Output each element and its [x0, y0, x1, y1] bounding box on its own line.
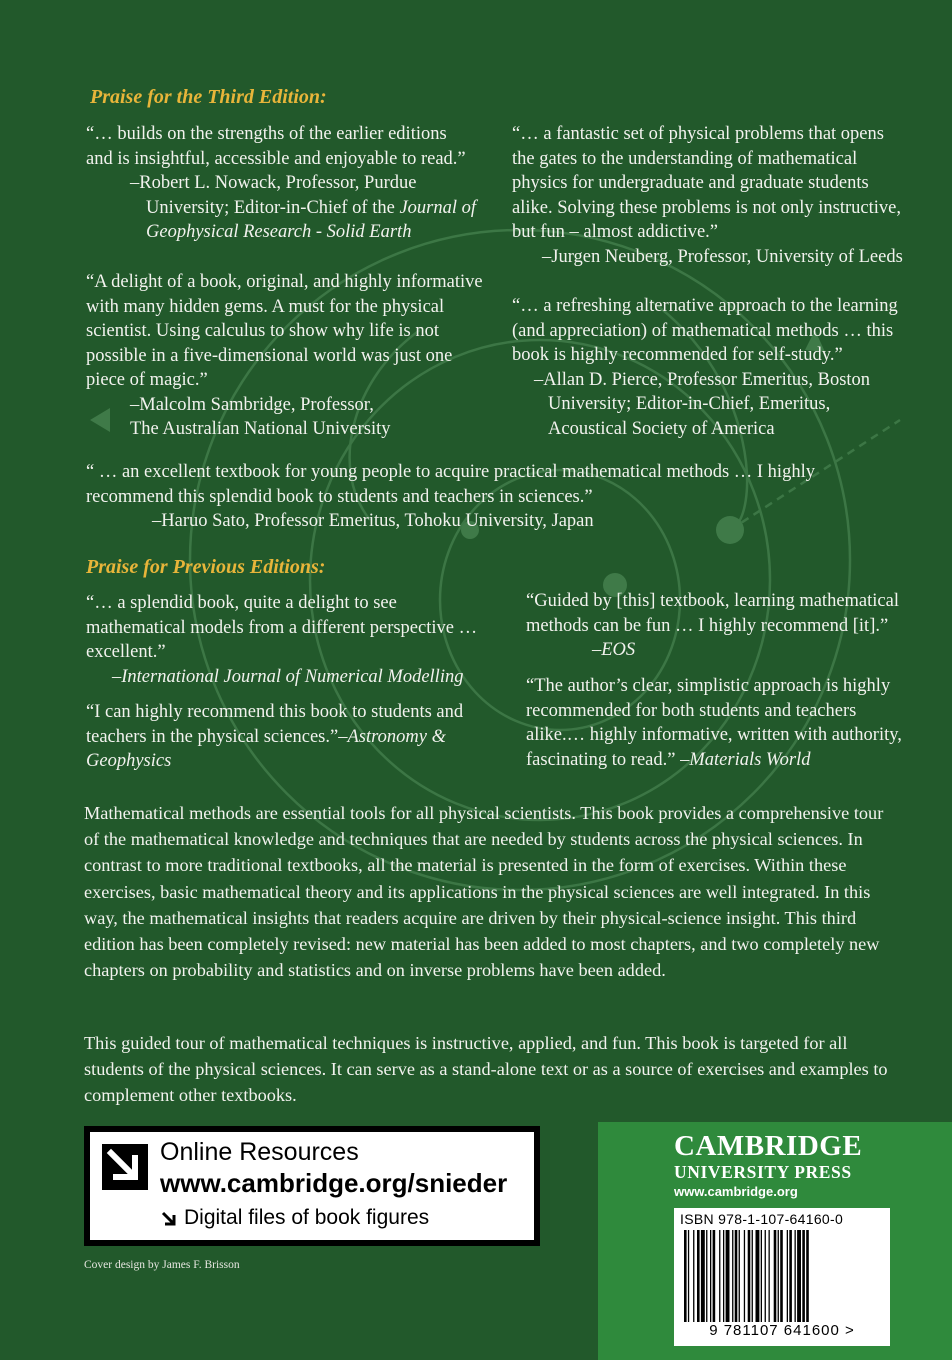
barcode-bar — [713, 1230, 716, 1322]
barcode-bar — [684, 1230, 687, 1322]
publisher-name: CAMBRIDGE — [674, 1130, 863, 1162]
barcode — [674, 1208, 890, 1346]
quote-eos: “Guided by [this] textbook, learning mathematical methods can be fun … I highly recommend [it].” –EOS — [526, 591, 899, 660]
online-resources-title: Online Resources — [160, 1138, 359, 1166]
barcode-bar — [765, 1230, 766, 1322]
quote-astronomy: “I can highly recommend this book to students and teachers in the physical sciences.”–Astronomy & Geophysics — [86, 702, 464, 771]
publisher-panel — [598, 1122, 952, 1360]
barcode-bar — [806, 1230, 809, 1322]
barcode-bar — [710, 1230, 711, 1322]
barcode-bar — [795, 1230, 796, 1322]
barcode-bar — [789, 1230, 792, 1322]
barcode-bar — [780, 1230, 783, 1322]
barcode-bars — [680, 1230, 884, 1322]
arrow-down-right-icon — [102, 1144, 148, 1190]
barcode-bar — [748, 1230, 751, 1322]
quote-pierce: “… a refreshing alternative approach to the learning (and appreciation) of mathematical methods … this book is highly recommended for self-study.” –Allan D. Pierce, Professor Emeritus, Boston University; Editor-in-Chief, Emeritus, Acoustical Society of America — [512, 296, 898, 439]
publisher-press: UNIVERSITY PRESS — [674, 1162, 852, 1182]
quote-ijnm: “… a splendid book, quite a delight to see mathematical models from a different perspective … excellent.” –International Journal of Numerical Modelling — [86, 593, 478, 687]
online-resources-box[interactable] — [84, 1126, 540, 1246]
online-resources-url[interactable]: www.cambridge.org/snieder — [160, 1168, 508, 1198]
barcode-bar — [697, 1230, 700, 1322]
cover-credit: Cover design by James F. Brisson — [84, 1259, 240, 1271]
publisher-url[interactable]: www.cambridge.org — [674, 1184, 798, 1199]
quote-nowack: “… builds on the strengths of the earlier editions and is insightful, accessible and enjoyable to read.” –Robert L. Nowack, Professor, Purdue University; Editor-in-Chief of the Journal of Geophysical Research - Solid Earth — [86, 124, 477, 242]
barcode-bar — [726, 1230, 730, 1322]
description-paragraph-2: This guided tour of mathematical techniques is instructive, applied, and fun. This book is targeted for all students of the physical sciences. It can serve as a stand-alone text or as a source of exercises and examples to complement other textbooks. — [84, 1033, 888, 1106]
barcode-bar — [735, 1230, 738, 1322]
barcode-bar — [761, 1230, 762, 1322]
barcode-bar — [744, 1230, 745, 1322]
barcode-digits: 9 781107 641600 > — [709, 1322, 855, 1339]
previous-editions-heading: Praise for Previous Editions: — [86, 556, 326, 578]
barcode-bar — [752, 1230, 753, 1322]
barcode-bar — [693, 1230, 694, 1322]
barcode-bar — [739, 1230, 740, 1322]
isbn-label: ISBN 978-1-107-64160-0 — [680, 1211, 844, 1227]
barcode-bar — [787, 1230, 788, 1322]
online-resources-item: Digital files of book figures — [184, 1206, 430, 1229]
barcode-bar — [778, 1230, 779, 1322]
barcode-bar — [701, 1230, 705, 1322]
quote-materials-world: “The author’s clear, simplistic approach is highly recommended for both students and teachers alike.… highly informative, written with authority, fascinating to read.” –Materials World — [526, 676, 902, 770]
barcode-bar — [797, 1230, 801, 1322]
barcode-bar — [706, 1230, 707, 1322]
third-edition-heading: Praise for the Third Edition: — [90, 86, 327, 108]
quote-sato: “ … an excellent textbook for young people to acquire practical mathematical methods … I highly recommend this splendid book to students and teachers in sciences.” –Haruo Sato, Professor Emeritus, Tohoku University, Japan — [86, 462, 815, 531]
small-arrow-down-right-icon — [160, 1210, 178, 1228]
barcode-bar — [732, 1230, 733, 1322]
barcode-bar — [723, 1230, 724, 1322]
barcode-bar — [719, 1230, 720, 1322]
description-paragraph-1: Mathematical methods are essential tools for all physical scientists. This book provides a comprehensive tour of the mathematical knowledge and techniques that are needed by students across the physical sciences. In contrast to more traditional textbooks, all the material is presented in the form of exercises. Within these exercises, basic mathematical theory and its applications in the physical sciences are well integrated. In this way, the mathematical insights that readers acquire are driven by their physical-science insight. This third edition has been completely revised: new material has been added to most chapters, and two completely new chapters on probability and statistics and on inverse problems have been added. — [84, 803, 884, 981]
barcode-bar — [688, 1230, 689, 1322]
barcode-bar — [769, 1230, 770, 1322]
barcode-bar — [802, 1230, 805, 1322]
barcode-bar — [756, 1230, 760, 1322]
quote-sambridge: “A delight of a book, original, and highly informative with many hidden gems. A must for the physical scientist. Using calculus to show why life is not possible in a five-dimensional world was just one piece of magic.” –Malcolm Sambridge, Professor, The Australian National University — [86, 272, 483, 439]
quote-neuberg: “… a fantastic set of physical problems that opens the gates to the understanding of mathematical physics for undergraduate and graduate students alike. Solving these problems is not only instructive, but fun – almost addictive.” –Jurgen Neuberg, Professor, University of Leeds — [512, 124, 903, 267]
barcode-bar — [774, 1230, 777, 1322]
